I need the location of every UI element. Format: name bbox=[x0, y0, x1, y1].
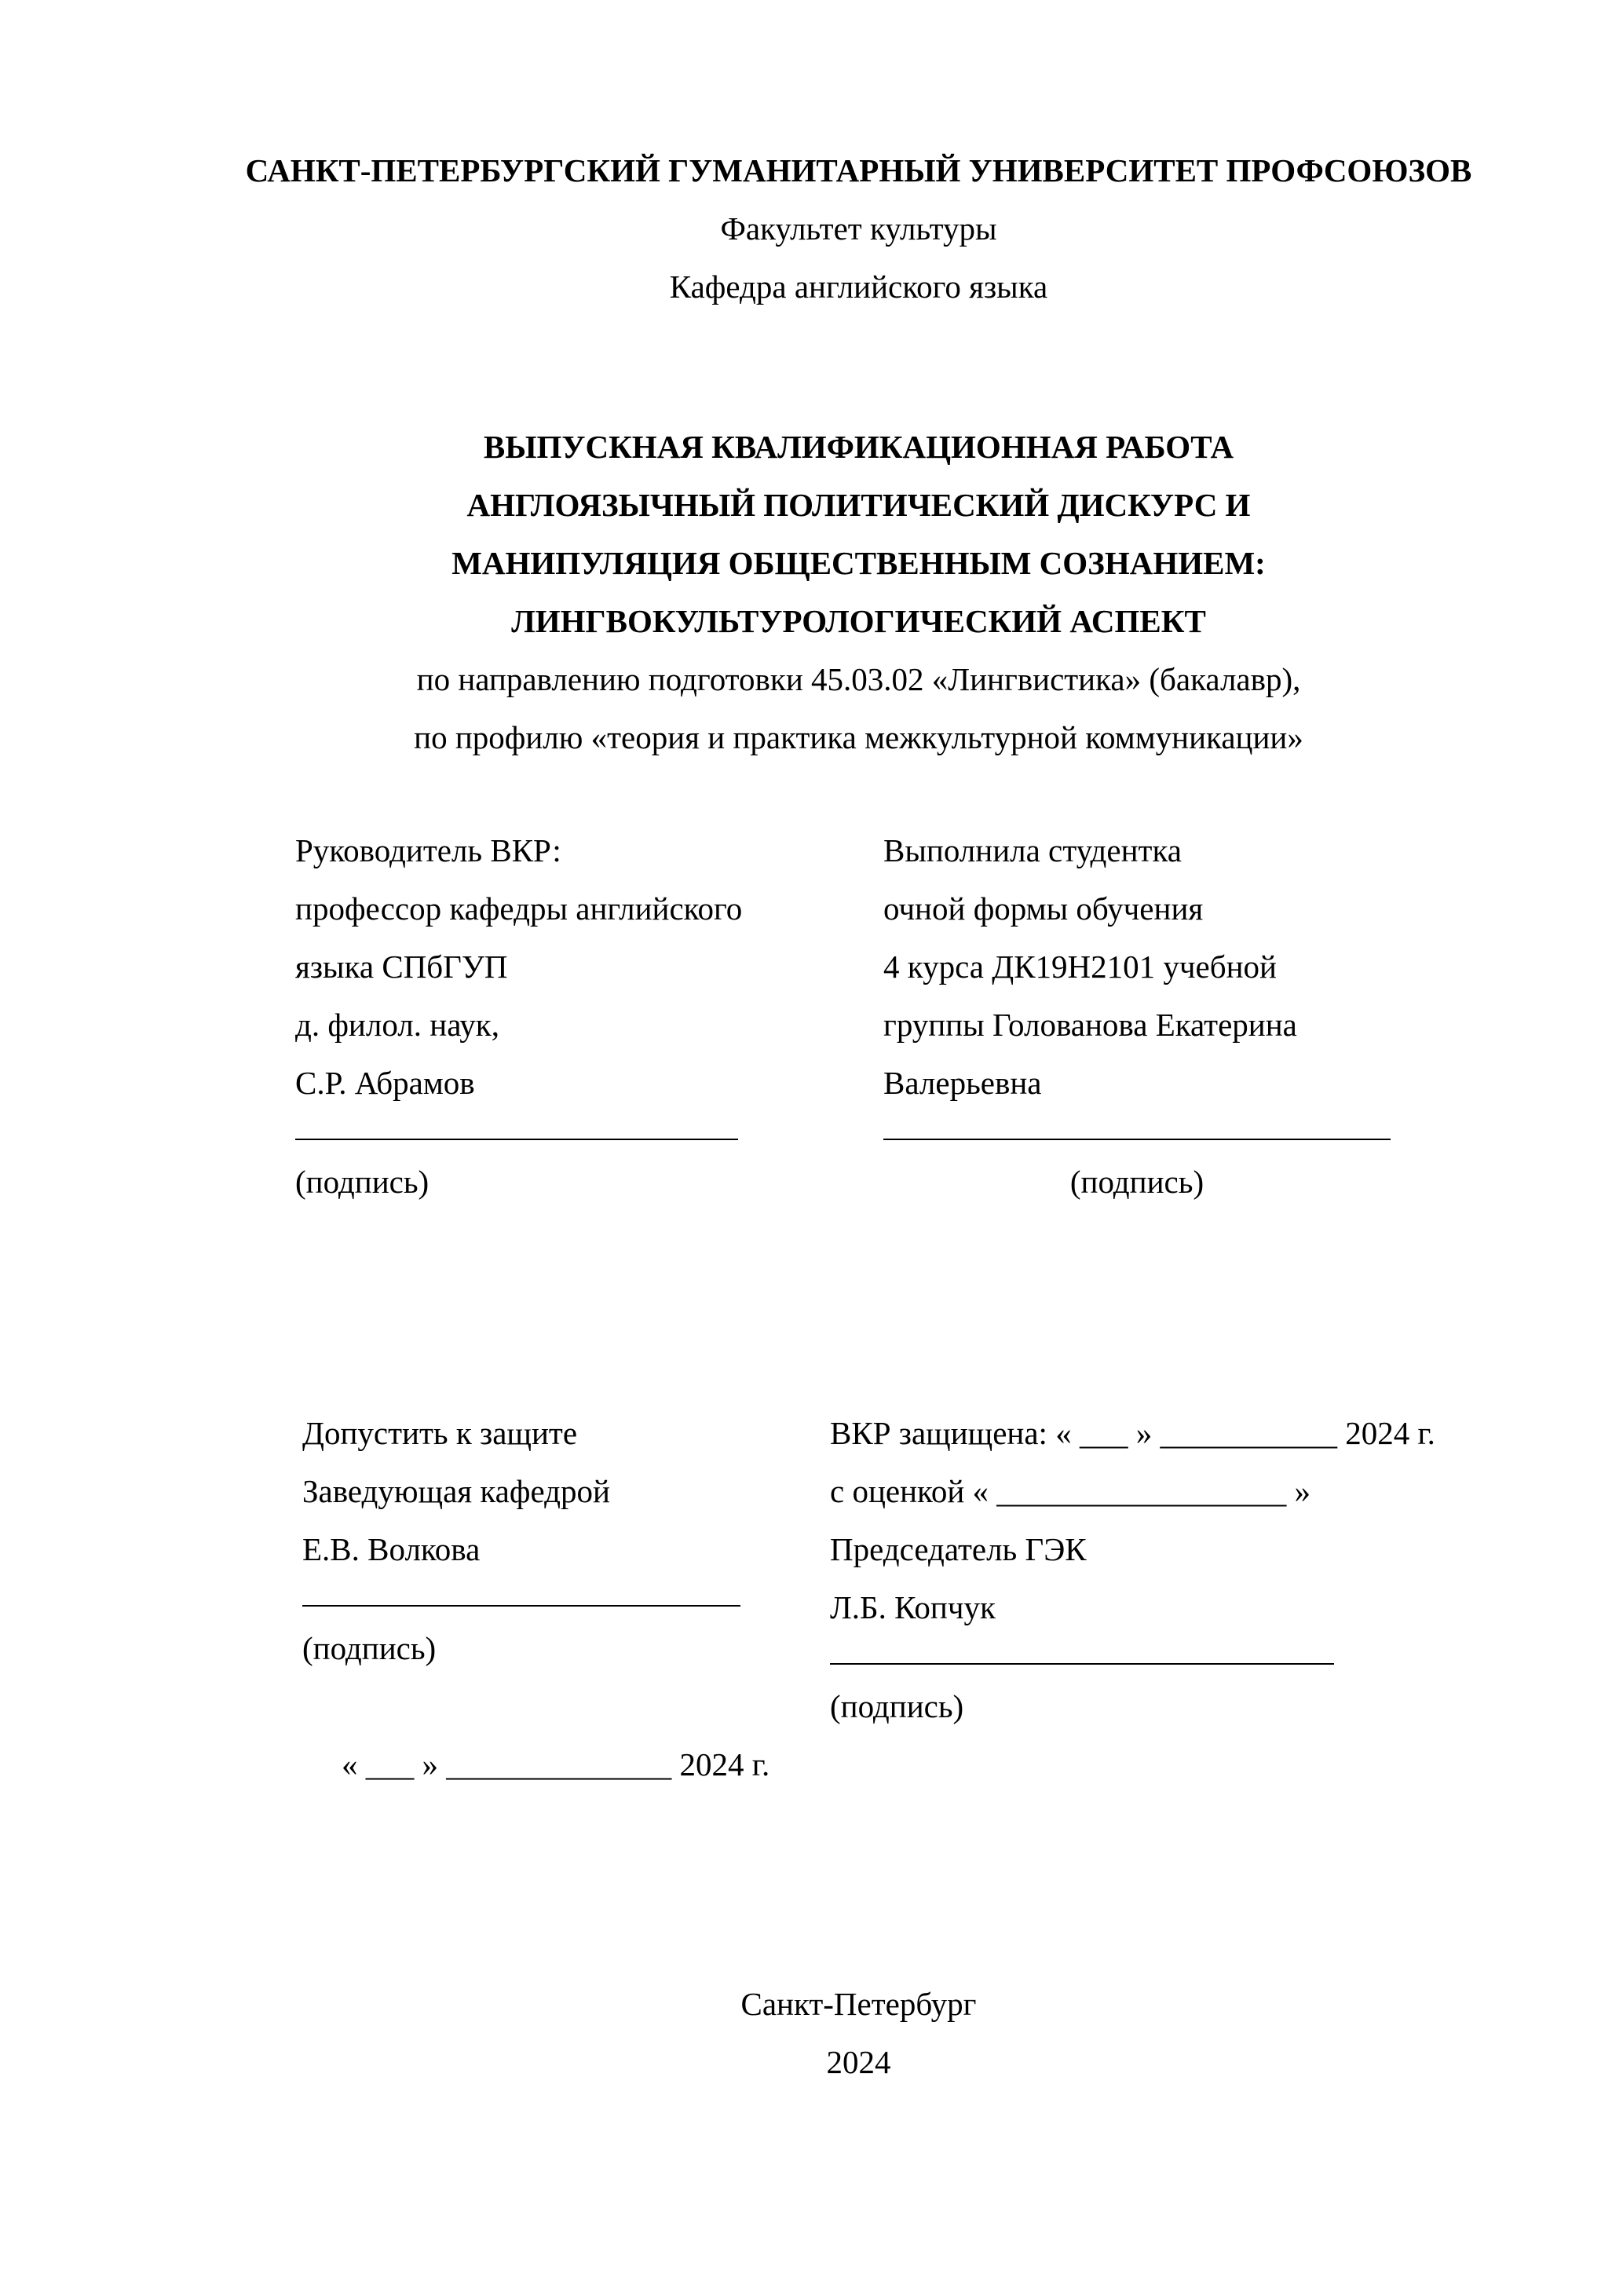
supervisor-position-line-2: языка СПбГУП bbox=[295, 949, 508, 985]
defense-chair-role: Председатель ГЭК bbox=[830, 1531, 1087, 1567]
signatures-block bbox=[220, 821, 1497, 1211]
admission-line-1: Допустить к защите bbox=[302, 1415, 578, 1451]
defense-line-1: ВКР защищена: « ___ » ___________ 2024 г. bbox=[830, 1415, 1435, 1451]
page-content bbox=[220, 141, 1497, 1793]
defense-block bbox=[830, 1404, 1497, 1793]
supervisor-signature-label: (подпись) bbox=[295, 1164, 430, 1200]
work-type: ВЫПУСКНАЯ КВАЛИФИКАЦИОННАЯ РАБОТА bbox=[483, 429, 1234, 465]
admission-line-2: Заведующая кафедрой bbox=[302, 1473, 610, 1509]
supervisor-signature-line bbox=[295, 1112, 738, 1140]
defense-line-2: с оценкой « __________________ » bbox=[830, 1473, 1311, 1509]
profile-line: по профилю «теория и практика межкультурной коммуникации» bbox=[414, 719, 1303, 755]
page-footer bbox=[220, 1975, 1497, 2091]
thesis-title-line-1: АНГЛОЯЗЫЧНЫЙ ПОЛИТИЧЕСКИЙ ДИСКУРС И bbox=[466, 487, 1251, 523]
student-signature-line bbox=[883, 1112, 1391, 1140]
admission-defense-block bbox=[220, 1404, 1497, 1793]
university-name: САНКТ-ПЕТЕРБУРГСКИЙ ГУМАНИТАРНЫЙ УНИВЕРСИТЕТ ПРОФСОЮЗОВ bbox=[245, 152, 1472, 188]
student-line-1: Выполнила студентка bbox=[883, 832, 1182, 868]
faculty-name: Факультет культуры bbox=[720, 210, 997, 247]
supervisor-role: Руководитель ВКР: bbox=[295, 832, 561, 868]
footer-year: 2024 bbox=[826, 2044, 891, 2080]
thesis-title-line-3: ЛИНГВОКУЛЬТУРОЛОГИЧЕСКИЙ АСПЕКТ bbox=[511, 603, 1206, 639]
supervisor-degree: д. филол. наук, bbox=[295, 1007, 499, 1043]
admission-head-name: Е.В. Волкова bbox=[302, 1531, 481, 1567]
supervisor-position-line-1: профессор кафедры английского bbox=[295, 890, 743, 927]
footer-city: Санкт-Петербург bbox=[740, 1986, 977, 2022]
supervisor-block bbox=[220, 821, 883, 1211]
student-line-5: Валерьевна bbox=[883, 1065, 1042, 1101]
admission-date-line: « ___ » ______________ 2024 г. bbox=[342, 1746, 770, 1782]
department-name: Кафедра английского языка bbox=[669, 269, 1048, 305]
thesis-title-line-2: МАНИПУЛЯЦИЯ ОБЩЕСТВЕННЫМ СОЗНАНИЕМ: bbox=[451, 545, 1266, 581]
title-block bbox=[220, 418, 1497, 766]
student-signature-label: (подпись) bbox=[1069, 1164, 1204, 1200]
student-line-2: очной формы обучения bbox=[883, 890, 1204, 927]
student-line-4: группы Голованова Екатерина bbox=[883, 1007, 1297, 1043]
defense-signature-label: (подпись) bbox=[830, 1688, 964, 1724]
admission-signature-line bbox=[302, 1578, 740, 1607]
student-line-3: 4 курса ДК19Н2101 учебной bbox=[883, 949, 1277, 985]
supervisor-name: С.Р. Абрамов bbox=[295, 1065, 475, 1101]
defense-chair-name: Л.Б. Копчук bbox=[830, 1589, 996, 1625]
defense-signature-line bbox=[830, 1636, 1334, 1665]
university-header bbox=[220, 141, 1497, 316]
program-line: по направлению подготовки 45.03.02 «Лингвистика» (бакалавр), bbox=[416, 661, 1301, 697]
admission-signature-label: (подпись) bbox=[302, 1630, 437, 1666]
student-block bbox=[883, 821, 1497, 1211]
admission-block bbox=[220, 1404, 830, 1793]
